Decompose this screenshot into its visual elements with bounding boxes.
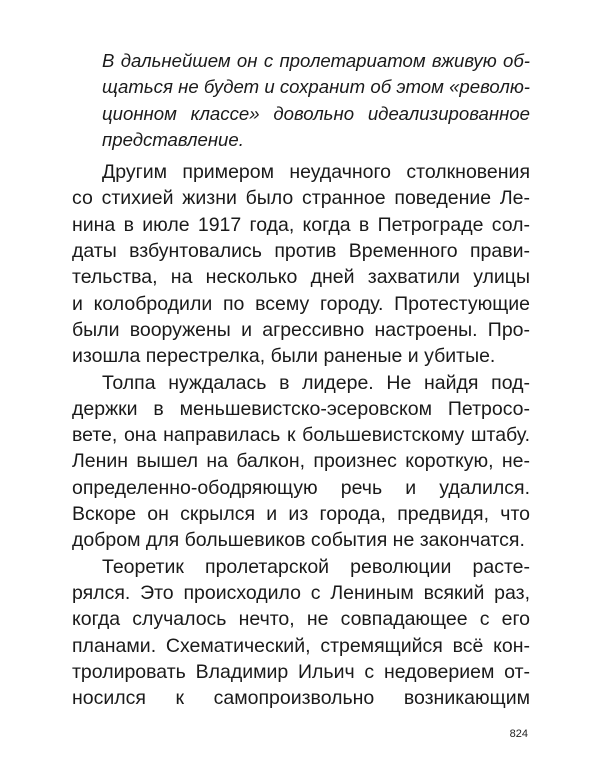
text-line: носился к самопроизвольно возникающим xyxy=(72,687,530,710)
text-line: тролировать Владимир Ильич с недоверием от- xyxy=(72,660,530,683)
text-line: даты взбунтовались против Временного прави- xyxy=(72,240,530,263)
quote-line: щаться не будет и сохранит об этом «револю- xyxy=(102,76,530,98)
text-line: Теоретик пролетарской революции расте- xyxy=(102,555,530,578)
quote-line: ционном классе» довольно идеализированное xyxy=(102,102,530,124)
text-line: Ленин вышел на балкон, произнес короткую, не- xyxy=(72,450,530,473)
text-line: рялся. Это происходило с Лениным всякий раз, xyxy=(72,581,530,604)
text-line: нина в июле 1917 года, когда в Петрограде сол- xyxy=(72,213,530,236)
text-line: Толпа нуждалась в лидере. Не найдя под- xyxy=(102,371,530,394)
quote-line: В дальнейшем он с пролетариатом вживую об- xyxy=(102,50,530,71)
text-line: тельства, на несколько дней захватили улицы xyxy=(72,266,530,289)
text-line: были вооружены и агрессивно настроены. Про- xyxy=(72,318,530,341)
text-line: когда случалось нечто, не совпадающее с его xyxy=(72,608,530,631)
paragraph-2 xyxy=(72,370,530,554)
page-number: 824 xyxy=(509,728,528,740)
page-body xyxy=(72,48,530,711)
italic-quote xyxy=(72,48,530,153)
paragraph-1 xyxy=(72,159,530,369)
text-line: вете, она направилась к большевистскому штабу. xyxy=(72,424,530,447)
quote-line: представление. xyxy=(102,128,244,150)
text-line: планами. Схематический, стремящийся всё кон- xyxy=(72,634,530,657)
text-line: со стихией жизни было странное поведение Ле- xyxy=(72,187,530,210)
text-line: Вскоре он скрылся и из города, предвидя, что xyxy=(72,503,530,526)
paragraph-3 xyxy=(72,554,530,712)
text-line: держки в меньшевистско-эсеровском Петросо- xyxy=(72,397,530,420)
text-line: определенно-ободряющую речь и удалился. xyxy=(72,476,530,499)
text-line: Другим примером неудачного столкновения xyxy=(102,161,530,184)
text-line: и колобродили по всему городу. Протестующие xyxy=(72,292,530,315)
text-line: изошла перестрелка, были раненые и убитые. xyxy=(72,345,496,368)
text-line: добром для большевиков события не закончатся. xyxy=(72,529,525,552)
